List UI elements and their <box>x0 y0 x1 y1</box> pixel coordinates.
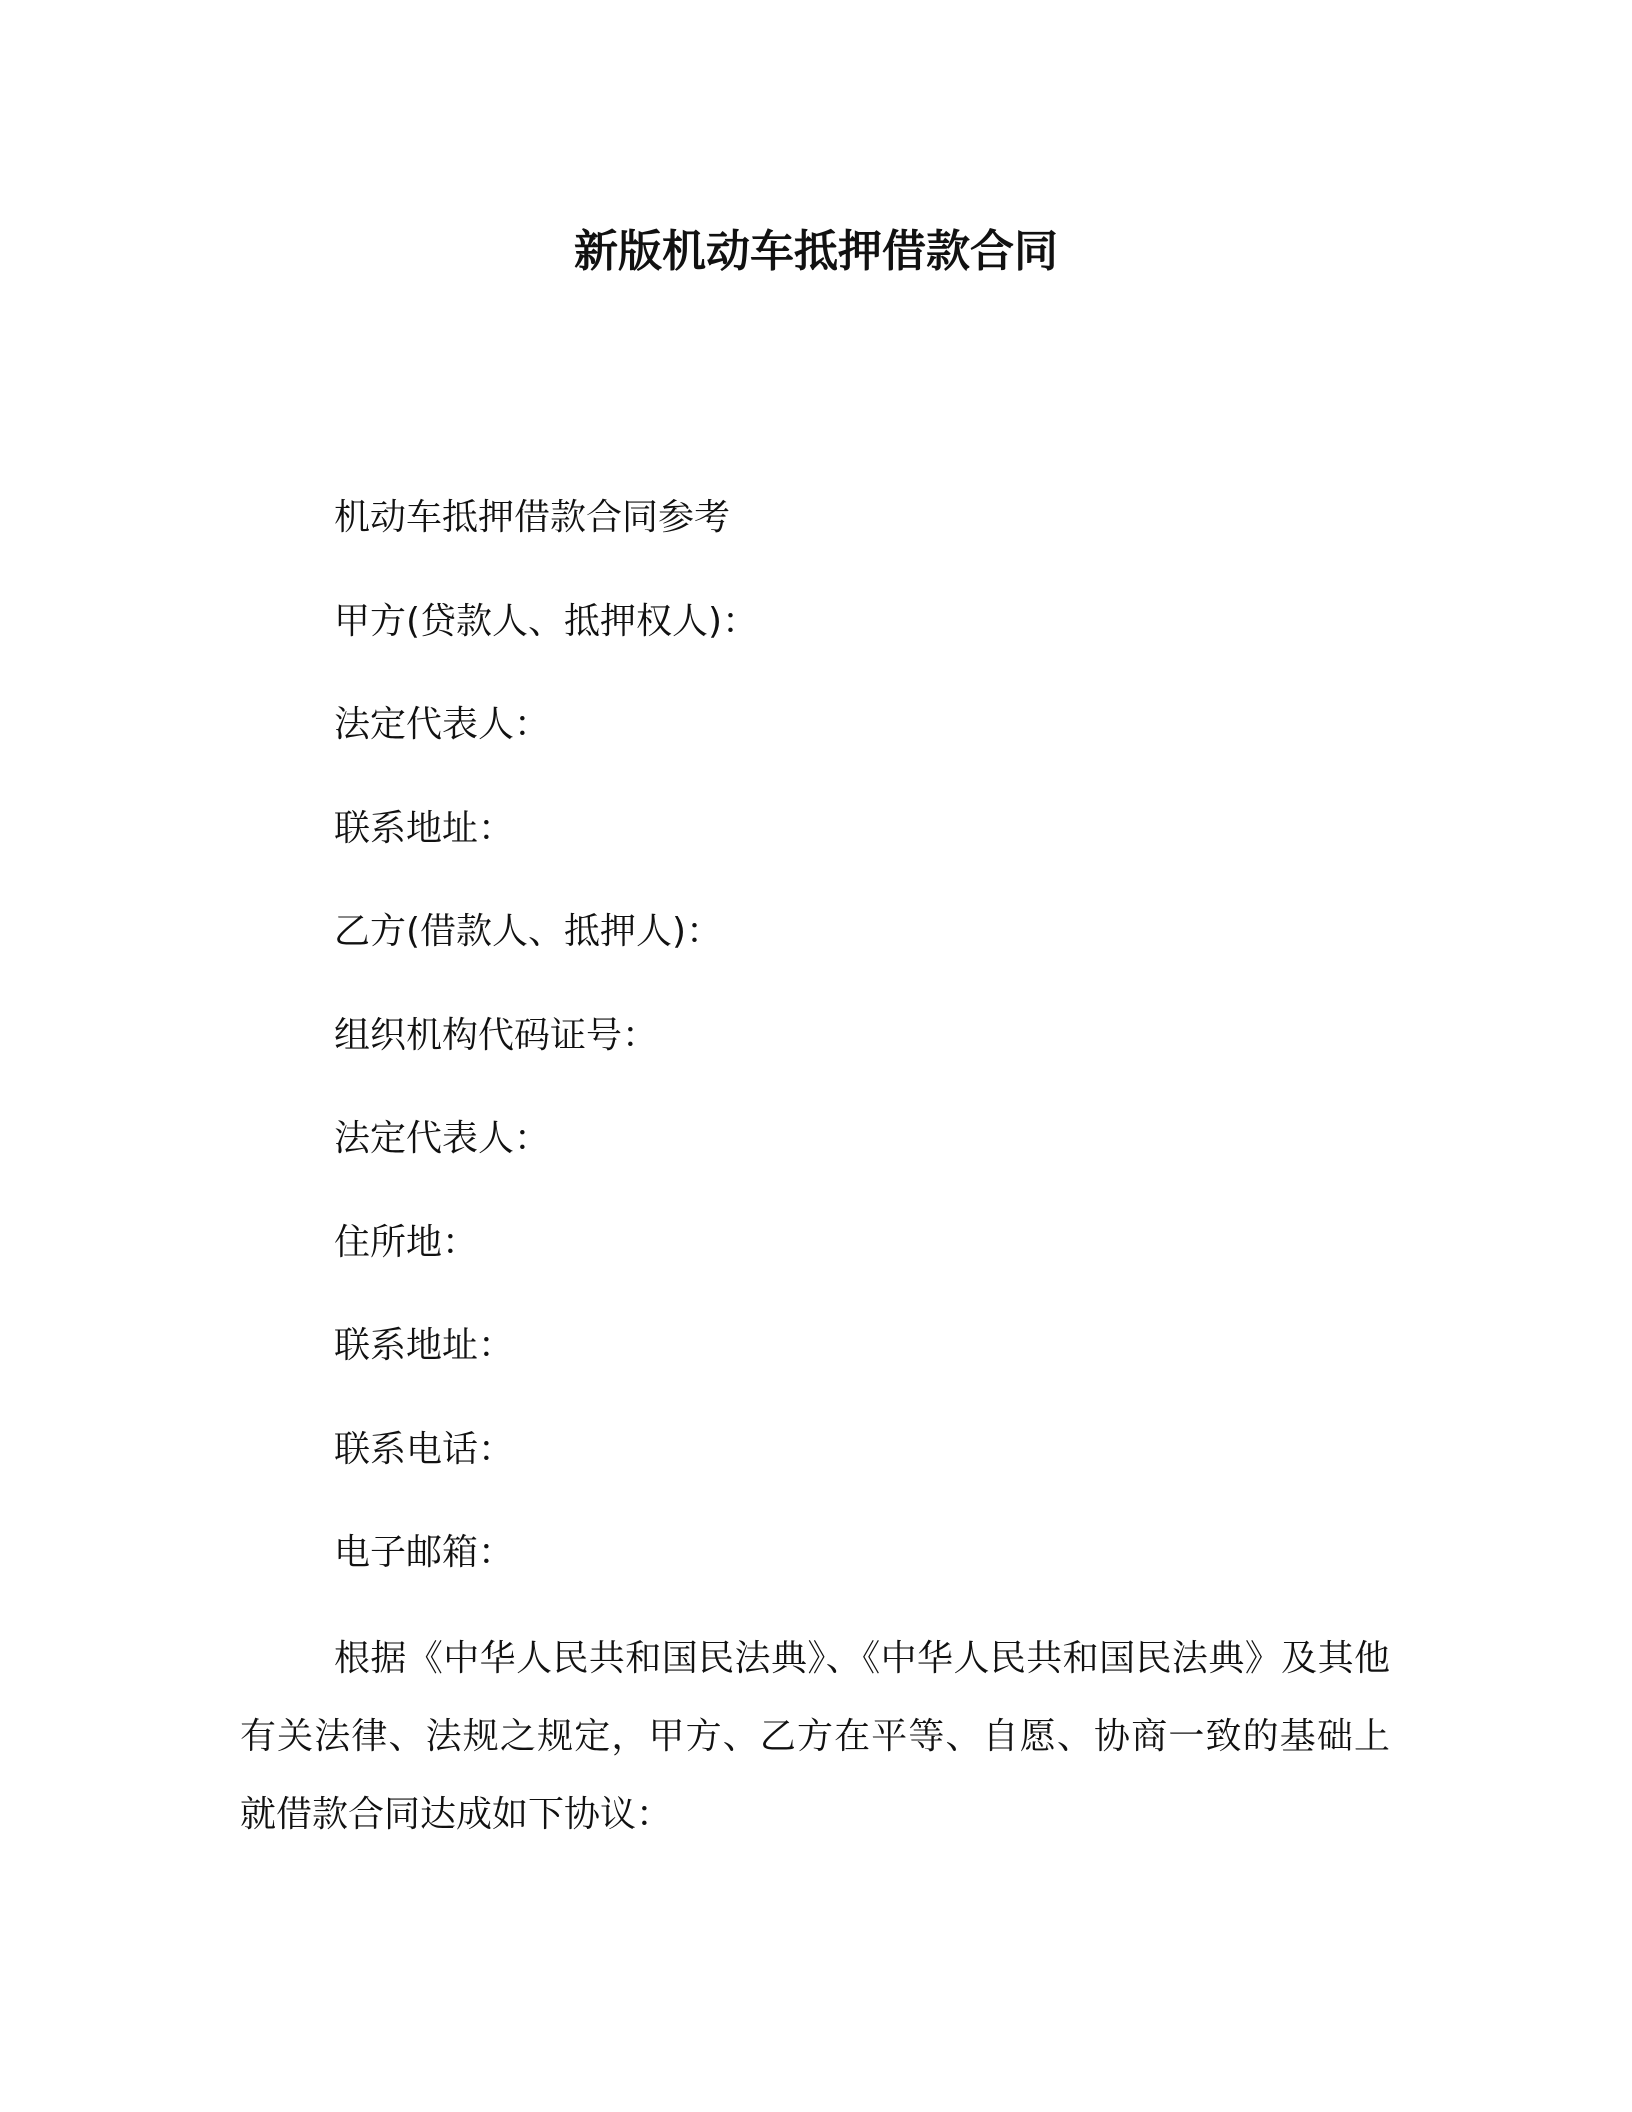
party-b-email: 电子邮箱： <box>334 1532 515 1573</box>
party-a-legal-representative: 法定代表人： <box>334 704 551 745</box>
party-b-organization-code: 组织机构代码证号： <box>334 1014 659 1056</box>
party-b-legal-representative: 法定代表人： <box>334 1118 551 1159</box>
party-a-contact-address: 联系地址： <box>334 807 515 849</box>
party-info-list <box>334 490 1434 1629</box>
party-b-phone: 联系电话： <box>334 1428 515 1470</box>
agreement-preamble: 根据《中华人民共和国民法典》、《中华人民共和国民法典》及其他有关法律、法规之规定，甲方、乙方在平等、自愿、协商一致的基础上就借款合同达成如下协议： <box>240 1638 1390 1835</box>
party-b-label: 乙方(借款人、抵押人)： <box>334 911 723 952</box>
party-b-residence: 住所地： <box>334 1221 479 1263</box>
reference-heading: 机动车抵押借款合同参考 <box>334 497 731 538</box>
party-b-contact-address: 联系地址： <box>334 1325 515 1366</box>
party-a-label: 甲方(贷款人、抵押权人)： <box>334 600 759 642</box>
document-title: 新版机动车抵押借款合同 <box>574 226 1058 277</box>
